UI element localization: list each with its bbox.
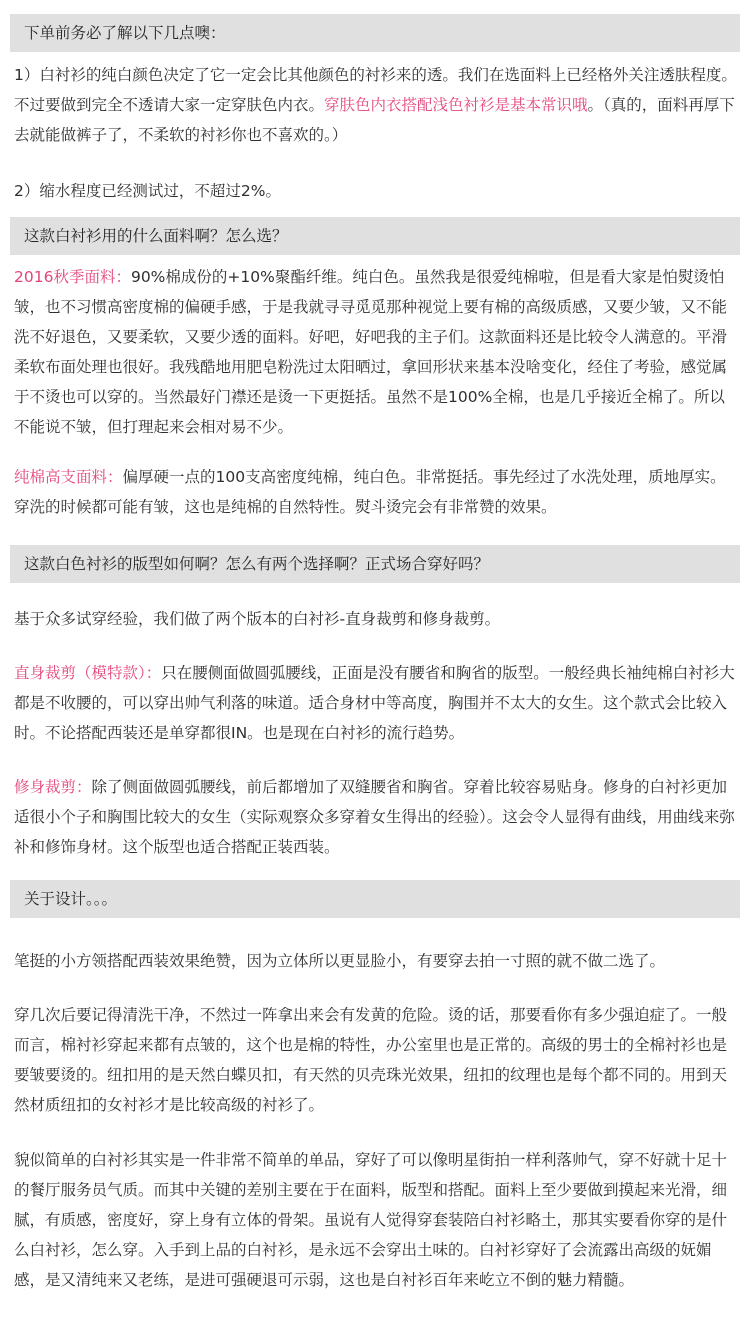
section-header-notice: 下单前务必了解以下几点噢： (10, 14, 740, 52)
paragraph-fabric-cotton (14, 462, 738, 522)
paragraph-fit-straight (14, 658, 738, 748)
paragraph-text: 穿几次后要记得清洗干净，不然过一阵拿出来会有发黄的危险。烫的话，那要看你有多少强迫症了。一般而言，棉衬衫穿起来都有点皱的，这个也是棉的特性，办公室里也是正常的。高级的男士的全棉衬衫也是要皱要烫的。纽扣用的是天然白蝶贝扣，有天然的贝壳珠光效果，纽扣的纹理也是每个都不同的。用到天然材质纽扣的女衬衫才是比较高级的衬衫了。 (14, 1006, 728, 1114)
paragraph-text: 貌似简单的白衬衫其实是一件非常不简单的单品，穿好了可以像明星街拍一样利落帅气，穿不好就十足十的餐厅服务员气质。而其中关键的差别主要在于在面料，版型和搭配。面料上至少要做到摸起来光滑，细腻，有质感，密度好，穿上身有立体的骨架。虽说有人觉得穿套装陪白衬衫略土，那其实要看你穿的是什么白衬衫，怎么穿。入手到上品的白衬衫，是永远不会穿出土味的。白衬衫穿好了会流露出高级的妩媚感，是又清纯来又老练，是进可强硬退可示弱，这也是白衬衫百年来屹立不倒的魅力精髓。 (14, 1151, 728, 1289)
paragraph-text: 2）缩水程度已经测试过，不超过2%。 (14, 182, 281, 200)
paragraph-fit-intro (14, 604, 738, 634)
section-header-fabric: 这款白衬衫用的什么面料啊？怎么选？ (10, 217, 740, 255)
section-header-design: 关于设计。。。 (10, 880, 740, 918)
highlight-text: 2016秋季面料： (14, 268, 131, 286)
paragraph-fit-slim (14, 772, 738, 862)
highlight-text: 纯棉高支面料： (14, 468, 123, 486)
highlight-text: 穿肤色内衣搭配浅色衬衫是基本常识哦 (324, 96, 588, 114)
paragraph-text: 只在腰侧面做圆弧腰线，正面是没有腰省和胸省的版型。一般经典长袖纯棉白衬衫大都是不收腰的，可以穿出帅气利落的味道。适合身材中等高度，胸围并不太大的女生。这个款式会比较入时。不论搭配西装还是单穿都很IN。也是现在白衬衫的流行趋势。 (14, 664, 735, 742)
paragraph-fabric-2016 (14, 262, 738, 442)
paragraph-text: 90%棉成份的+10%聚酯纤维。纯白色。虽然我是很爱纯棉啦，但是看大家是怕熨烫怕皱，也不习惯高密度棉的偏硬手感，于是我就寻寻觅觅那种视觉上要有棉的高级质感，又要少皱，又不能洗不好退色，又要柔软，又要少透的面料。好吧，好吧我的主子们。这款面料还是比较令人满意的。平滑柔软布面处理也很好。我残酷地用肥皂粉洗过太阳晒过，拿回形状来基本没啥变化，经住了考验，感觉属于不烫也可以穿的。当然最好门襟还是烫一下更挺括。虽然不是100%全棉，也是几乎接近全棉了。所以不能说不皱，但打理起来会相对易不少。 (14, 268, 728, 436)
section-header-fit: 这款白色衬衫的版型如何啊？怎么有两个选择啊？正式场合穿好吗？ (10, 545, 740, 583)
paragraph-transparency (14, 60, 738, 150)
paragraph-text: 。（真的，面料再厚下去就能做裤子了，不柔软的衬衫你也不喜欢的。） (14, 96, 735, 144)
paragraph-design-summary (14, 1145, 738, 1295)
highlight-text: 直身裁剪（模特款）： (14, 664, 162, 682)
paragraph-shrinkage (14, 176, 738, 206)
paragraph-text: 偏厚硬一点的100支高密度纯棉，纯白色。非常挺括。事先经过了水洗处理，质地厚实。穿洗的时候都可能有皱，这也是纯棉的自然特性。熨斗烫完会有非常赞的效果。 (14, 468, 726, 516)
highlight-text: 修身裁剪： (14, 778, 92, 796)
paragraph-design-care (14, 1000, 738, 1120)
paragraph-text: 笔挺的小方领搭配西装效果绝赞，因为立体所以更显脸小，有要穿去拍一寸照的就不做二选了。 (14, 952, 666, 970)
paragraph-text: 除了侧面做圆弧腰线，前后都增加了双缝腰省和胸省。穿着比较容易贴身。修身的白衬衫更加适很小个子和胸围比较大的女生（实际观察众多穿着女生得出的经验）。这会令人显得有曲线，用曲线来弥补和修饰身材。这个版型也适合搭配正装西装。 (14, 778, 735, 856)
paragraph-design-collar (14, 946, 738, 976)
paragraph-text: 基于众多试穿经验，我们做了两个版本的白衬衫-直身裁剪和修身裁剪。 (14, 610, 501, 628)
paragraph-text: 1）白衬衫的纯白颜色决定了它一定会比其他颜色的衬衫来的透。我们在选面料上已经格外关注透肤程度。不过要做到完全不透请大家一定穿肤色内衣。 (14, 66, 737, 114)
